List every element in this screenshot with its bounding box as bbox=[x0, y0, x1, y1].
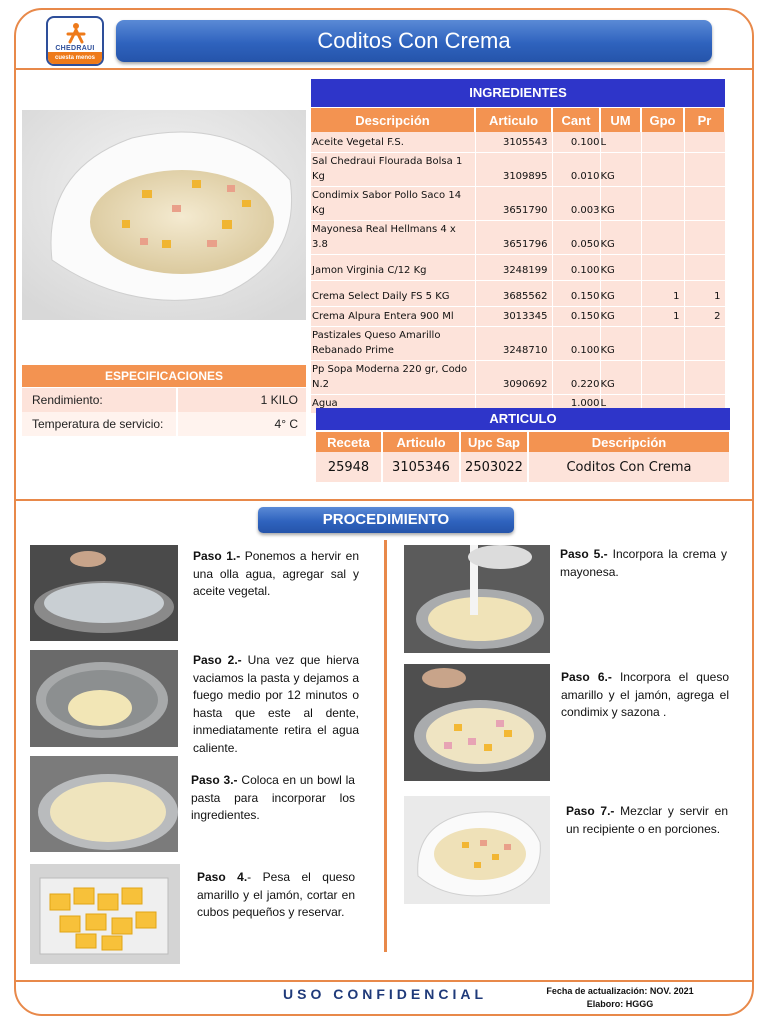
ingredient-cant: 0.150 bbox=[552, 306, 600, 326]
articulo-articulo: 3105346 bbox=[382, 452, 460, 482]
ingredient-articulo: 3651796 bbox=[475, 220, 552, 254]
ingredient-pr bbox=[684, 132, 725, 152]
ingredient-gpo bbox=[641, 132, 684, 152]
step-4-text bbox=[197, 869, 355, 922]
col-um: UM bbox=[600, 108, 641, 132]
ingredient-cant: 0.100 bbox=[552, 132, 600, 152]
step-2-body: Una vez que hierva vaciamos la pasta y dejamos a fuego medio por 12 minutos o hasta que este al dente, inmediatamente retira el agua caliente. bbox=[193, 653, 359, 755]
ingredient-articulo: 3651790 bbox=[475, 186, 552, 220]
table-row bbox=[311, 254, 725, 280]
ingredient-pr: 2 bbox=[684, 306, 725, 326]
ingredient-desc: Crema Select Daily FS 5 KG bbox=[311, 280, 475, 306]
spec-rendimiento-value: 1 KILO bbox=[178, 388, 306, 412]
spec-rendimiento-row bbox=[22, 388, 306, 412]
articulo-upc-sap: 2503022 bbox=[460, 452, 528, 482]
ingredient-um: L bbox=[600, 132, 641, 152]
ingredient-cant: 0.003 bbox=[552, 186, 600, 220]
ingredient-gpo: 1 bbox=[641, 306, 684, 326]
ingredient-pr bbox=[684, 360, 725, 394]
step-7-body: Mezclar y servir en un recipiente o en porciones. bbox=[566, 804, 728, 836]
step-3-label: Paso 3.- bbox=[191, 773, 238, 787]
ingredient-gpo: 1 bbox=[641, 280, 684, 306]
step-3-text bbox=[191, 772, 355, 825]
specs-title: ESPECIFICACIONES bbox=[22, 365, 306, 387]
ingredient-um: L bbox=[600, 394, 641, 413]
ingredient-um: KG bbox=[600, 254, 641, 280]
ingredient-desc: Sal Chedraui Flourada Bolsa 1 Kg bbox=[311, 152, 475, 186]
ingredient-desc: Pastizales Queso Amarillo Rebanado Prime bbox=[311, 326, 475, 360]
ingredient-um: KG bbox=[600, 220, 641, 254]
ingredient-cant: 0.100 bbox=[552, 326, 600, 360]
step-1-body: Ponemos a hervir en una olla agua, agregar sal y aceite vegetal. bbox=[193, 549, 359, 598]
ingredients-header-row bbox=[311, 108, 725, 132]
ingredient-gpo bbox=[641, 326, 684, 360]
ingredient-um: KG bbox=[600, 186, 641, 220]
step-1-label: Paso 1.- bbox=[193, 549, 241, 563]
col-articulo: Articulo bbox=[475, 108, 552, 132]
step-2-photo bbox=[30, 650, 178, 747]
ingredients-title: INGREDIENTES bbox=[311, 79, 725, 107]
step-3-body: Coloca en un bowl la pasta para incorporar los ingredientes. bbox=[191, 773, 355, 822]
ingredient-desc: Condimix Sabor Pollo Saco 14 Kg bbox=[311, 186, 475, 220]
articulo-title: ARTICULO bbox=[316, 408, 730, 430]
spec-temperatura-value: 4° C bbox=[178, 412, 306, 436]
update-date: Fecha de actualización: NOV. 2021 bbox=[546, 986, 694, 996]
spec-rendimiento-label: Rendimiento: bbox=[22, 388, 176, 412]
logo-brand: CHEDRAUI bbox=[55, 45, 95, 52]
step-3-photo bbox=[30, 756, 178, 852]
articulo-table bbox=[316, 432, 731, 482]
chedraui-logo bbox=[46, 16, 104, 66]
ingredient-pr bbox=[684, 220, 725, 254]
step-7-photo bbox=[404, 796, 550, 904]
step-6-photo bbox=[404, 664, 550, 781]
step-2-label: Paso 2.- bbox=[193, 653, 242, 667]
step-7-label: Paso 7.- bbox=[566, 804, 615, 818]
table-row bbox=[311, 326, 725, 360]
ingredient-gpo bbox=[641, 360, 684, 394]
table-row bbox=[311, 220, 725, 254]
spec-temperatura-row bbox=[22, 412, 306, 436]
col-descripcion: Descripción bbox=[311, 108, 475, 132]
elaborated-by: Elaboro: HGGG bbox=[586, 999, 654, 1009]
ingredient-desc: Agua bbox=[311, 394, 475, 413]
ingredient-desc: Crema Alpura Entera 900 Ml bbox=[311, 306, 475, 326]
col-descripcion: Descripción bbox=[528, 432, 730, 452]
step-1-text bbox=[193, 548, 359, 601]
col-upc-sap: Upc Sap bbox=[460, 432, 528, 452]
step-5-text bbox=[560, 546, 727, 581]
ingredient-desc: Pp Sopa Moderna 220 gr, Codo N.2 bbox=[311, 360, 475, 394]
step-4-photo bbox=[30, 864, 180, 964]
section-divider bbox=[16, 499, 752, 501]
procedure-divider bbox=[384, 540, 387, 952]
ingredients-table bbox=[311, 108, 726, 414]
header-divider bbox=[16, 68, 752, 70]
step-5-photo bbox=[404, 545, 550, 653]
procedure-title: PROCEDIMIENTO bbox=[258, 507, 514, 533]
logo-figure-icon bbox=[62, 22, 90, 44]
ingredient-gpo bbox=[641, 186, 684, 220]
ingredient-cant: 0.220 bbox=[552, 360, 600, 394]
col-articulo: Articulo bbox=[382, 432, 460, 452]
col-receta: Receta bbox=[316, 432, 382, 452]
ingredient-um: KG bbox=[600, 152, 641, 186]
ingredient-articulo: 3090692 bbox=[475, 360, 552, 394]
update-info bbox=[520, 985, 720, 1011]
ingredient-cant: 0.010 bbox=[552, 152, 600, 186]
page-title: Coditos Con Crema bbox=[116, 20, 712, 62]
col-cant: Cant bbox=[552, 108, 600, 132]
ingredient-articulo: 3109895 bbox=[475, 152, 552, 186]
step-1-photo bbox=[30, 545, 178, 641]
articulo-descripcion: Coditos Con Crema bbox=[528, 452, 730, 482]
ingredient-pr: 1 bbox=[684, 280, 725, 306]
ingredient-pr bbox=[684, 152, 725, 186]
ingredient-desc: Jamon Virginia C/12 Kg bbox=[311, 254, 475, 280]
logo-slogan: cuesta menos bbox=[48, 52, 102, 64]
step-6-text bbox=[561, 669, 729, 722]
ingredient-cant: 0.050 bbox=[552, 220, 600, 254]
ingredient-desc: Mayonesa Real Hellmans 4 x 3.8 bbox=[311, 220, 475, 254]
col-gpo: Gpo bbox=[641, 108, 684, 132]
ingredient-articulo: 3685562 bbox=[475, 280, 552, 306]
ingredient-um: KG bbox=[600, 360, 641, 394]
ingredient-um: KG bbox=[600, 306, 641, 326]
table-row bbox=[316, 452, 730, 482]
ingredient-um: KG bbox=[600, 280, 641, 306]
articulo-header-row bbox=[316, 432, 730, 452]
step-4-label: Paso 4. bbox=[197, 870, 248, 884]
ingredient-articulo: 3013345 bbox=[475, 306, 552, 326]
table-row bbox=[311, 360, 725, 394]
step-6-body: Incorpora el queso amarillo y el jamón, agrega el condimix y sazona . bbox=[561, 670, 729, 719]
dish-photo bbox=[22, 110, 306, 320]
col-pr: Pr bbox=[684, 108, 725, 132]
step-6-label: Paso 6.- bbox=[561, 670, 612, 684]
ingredient-articulo: 3248199 bbox=[475, 254, 552, 280]
ingredient-gpo bbox=[641, 254, 684, 280]
ingredient-cant: 0.150 bbox=[552, 280, 600, 306]
step-5-body: Incorpora la crema y mayonesa. bbox=[560, 547, 727, 579]
articulo-receta: 25948 bbox=[316, 452, 382, 482]
table-row bbox=[311, 152, 725, 186]
ingredient-pr bbox=[684, 254, 725, 280]
ingredient-um: KG bbox=[600, 326, 641, 360]
step-5-label: Paso 5.- bbox=[560, 547, 608, 561]
step-7-text bbox=[566, 803, 728, 838]
confidential-label: USO CONFIDENCIAL bbox=[283, 986, 487, 1002]
ingredient-articulo: 3105543 bbox=[475, 132, 552, 152]
step-2-text bbox=[193, 652, 359, 757]
ingredient-pr bbox=[684, 326, 725, 360]
ingredient-cant: 1.000 bbox=[552, 394, 600, 413]
ingredient-pr bbox=[684, 186, 725, 220]
table-row bbox=[311, 186, 725, 220]
ingredient-articulo: 3248710 bbox=[475, 326, 552, 360]
ingredient-gpo bbox=[641, 152, 684, 186]
ingredient-desc: Aceite Vegetal F.S. bbox=[311, 132, 475, 152]
table-row bbox=[311, 280, 725, 306]
footer-divider bbox=[16, 980, 752, 982]
ingredient-cant: 0.100 bbox=[552, 254, 600, 280]
table-row bbox=[311, 306, 725, 326]
step-4-body: - Pesa el queso amarillo y el jamón, cortar en cubos pequeños y reservar. bbox=[197, 870, 355, 919]
spec-temperatura-label: Temperatura de servicio: bbox=[22, 412, 176, 436]
table-row bbox=[311, 132, 725, 152]
ingredient-gpo bbox=[641, 220, 684, 254]
